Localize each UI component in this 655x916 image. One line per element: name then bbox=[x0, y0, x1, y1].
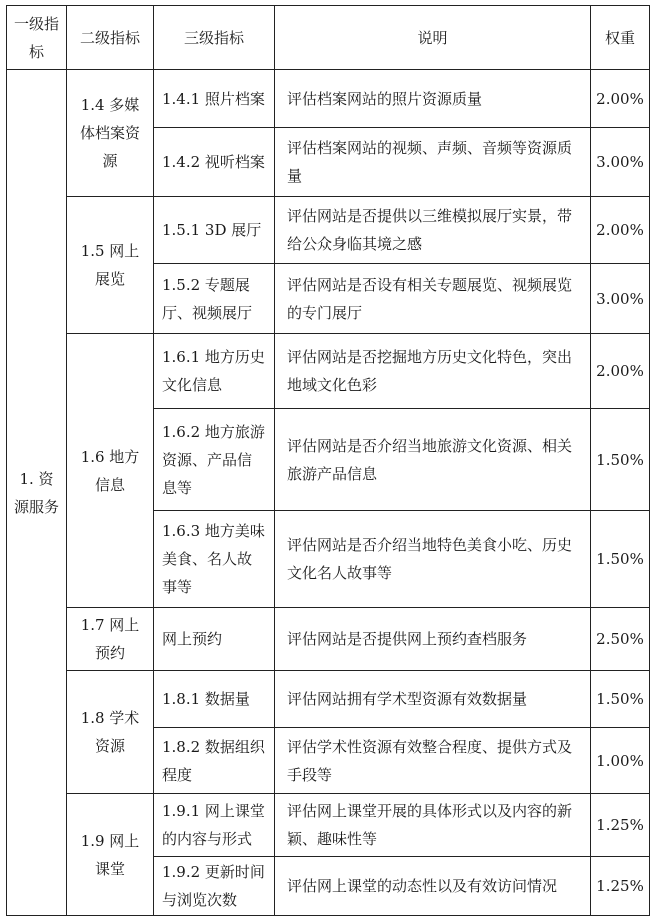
weight-cell: 2.50% bbox=[591, 608, 650, 671]
header-weight: 权重 bbox=[591, 6, 650, 70]
level2-cell: 1.5 网上展览 bbox=[67, 197, 154, 334]
table-row bbox=[7, 671, 650, 728]
header-description: 说明 bbox=[275, 6, 591, 70]
indicator-table bbox=[6, 5, 650, 916]
table-row bbox=[7, 197, 650, 264]
table-row bbox=[7, 794, 650, 857]
level3-cell: 1.6.1 地方历史文化信息 bbox=[154, 334, 275, 409]
description-cell: 评估档案网站的视频、声频、音频等资源质量 bbox=[275, 128, 591, 197]
weight-cell: 1.25% bbox=[591, 857, 650, 916]
description-cell: 评估网站是否提供网上预约查档服务 bbox=[275, 608, 591, 671]
level3-cell: 1.6.2 地方旅游资源、产品信息等 bbox=[154, 409, 275, 511]
header-level1: 一级指标 bbox=[7, 6, 67, 70]
description-cell: 评估学术性资源有效整合程度、提供方式及手段等 bbox=[275, 728, 591, 794]
level2-cell: 1.6 地方信息 bbox=[67, 334, 154, 608]
table-row bbox=[7, 70, 650, 128]
header-level3: 三级指标 bbox=[154, 6, 275, 70]
level3-cell: 1.4.1 照片档案 bbox=[154, 70, 275, 128]
header-level2: 二级指标 bbox=[67, 6, 154, 70]
level3-cell: 1.8.1 数据量 bbox=[154, 671, 275, 728]
level2-cell: 1.9 网上课堂 bbox=[67, 794, 154, 916]
level3-cell: 1.6.3 地方美味美食、名人故事等 bbox=[154, 511, 275, 608]
description-cell: 评估网站是否介绍当地特色美食小吃、历史文化名人故事等 bbox=[275, 511, 591, 608]
level2-cell: 1.7 网上预约 bbox=[67, 608, 154, 671]
level3-cell: 1.4.2 视听档案 bbox=[154, 128, 275, 197]
description-cell: 评估网站是否介绍当地旅游文化资源、相关旅游产品信息 bbox=[275, 409, 591, 511]
level3-cell: 1.5.1 3D 展厅 bbox=[154, 197, 275, 264]
level1-cell: 1. 资源服务 bbox=[7, 70, 67, 916]
table-row bbox=[7, 608, 650, 671]
weight-cell: 2.00% bbox=[591, 70, 650, 128]
description-cell: 评估档案网站的照片资源质量 bbox=[275, 70, 591, 128]
level3-cell: 1.8.2 数据组织程度 bbox=[154, 728, 275, 794]
description-cell: 评估网站拥有学术型资源有效数据量 bbox=[275, 671, 591, 728]
weight-cell: 1.50% bbox=[591, 511, 650, 608]
weight-cell: 1.00% bbox=[591, 728, 650, 794]
weight-cell: 1.50% bbox=[591, 671, 650, 728]
level3-cell: 1.9.2 更新时间与浏览次数 bbox=[154, 857, 275, 916]
weight-cell: 2.00% bbox=[591, 334, 650, 409]
level2-cell: 1.4 多媒体档案资源 bbox=[67, 70, 154, 197]
weight-cell: 3.00% bbox=[591, 128, 650, 197]
weight-cell: 1.50% bbox=[591, 409, 650, 511]
description-cell: 评估网站是否提供以三维模拟展厅实景，带给公众身临其境之感 bbox=[275, 197, 591, 264]
description-cell: 评估网站是否设有相关专题展览、视频展览的专门展厅 bbox=[275, 264, 591, 334]
level3-cell: 1.9.1 网上课堂的内容与形式 bbox=[154, 794, 275, 857]
level3-cell: 1.5.2 专题展厅、视频展厅 bbox=[154, 264, 275, 334]
description-cell: 评估网上课堂的动态性以及有效访问情况 bbox=[275, 857, 591, 916]
level3-cell: 网上预约 bbox=[154, 608, 275, 671]
weight-cell: 1.25% bbox=[591, 794, 650, 857]
level2-cell: 1.8 学术资源 bbox=[67, 671, 154, 794]
description-cell: 评估网站是否挖掘地方历史文化特色，突出地域文化色彩 bbox=[275, 334, 591, 409]
table-row bbox=[7, 334, 650, 409]
description-cell: 评估网上课堂开展的具体形式以及内容的新颖、趣味性等 bbox=[275, 794, 591, 857]
weight-cell: 2.00% bbox=[591, 197, 650, 264]
weight-cell: 3.00% bbox=[591, 264, 650, 334]
header-row bbox=[7, 6, 650, 70]
